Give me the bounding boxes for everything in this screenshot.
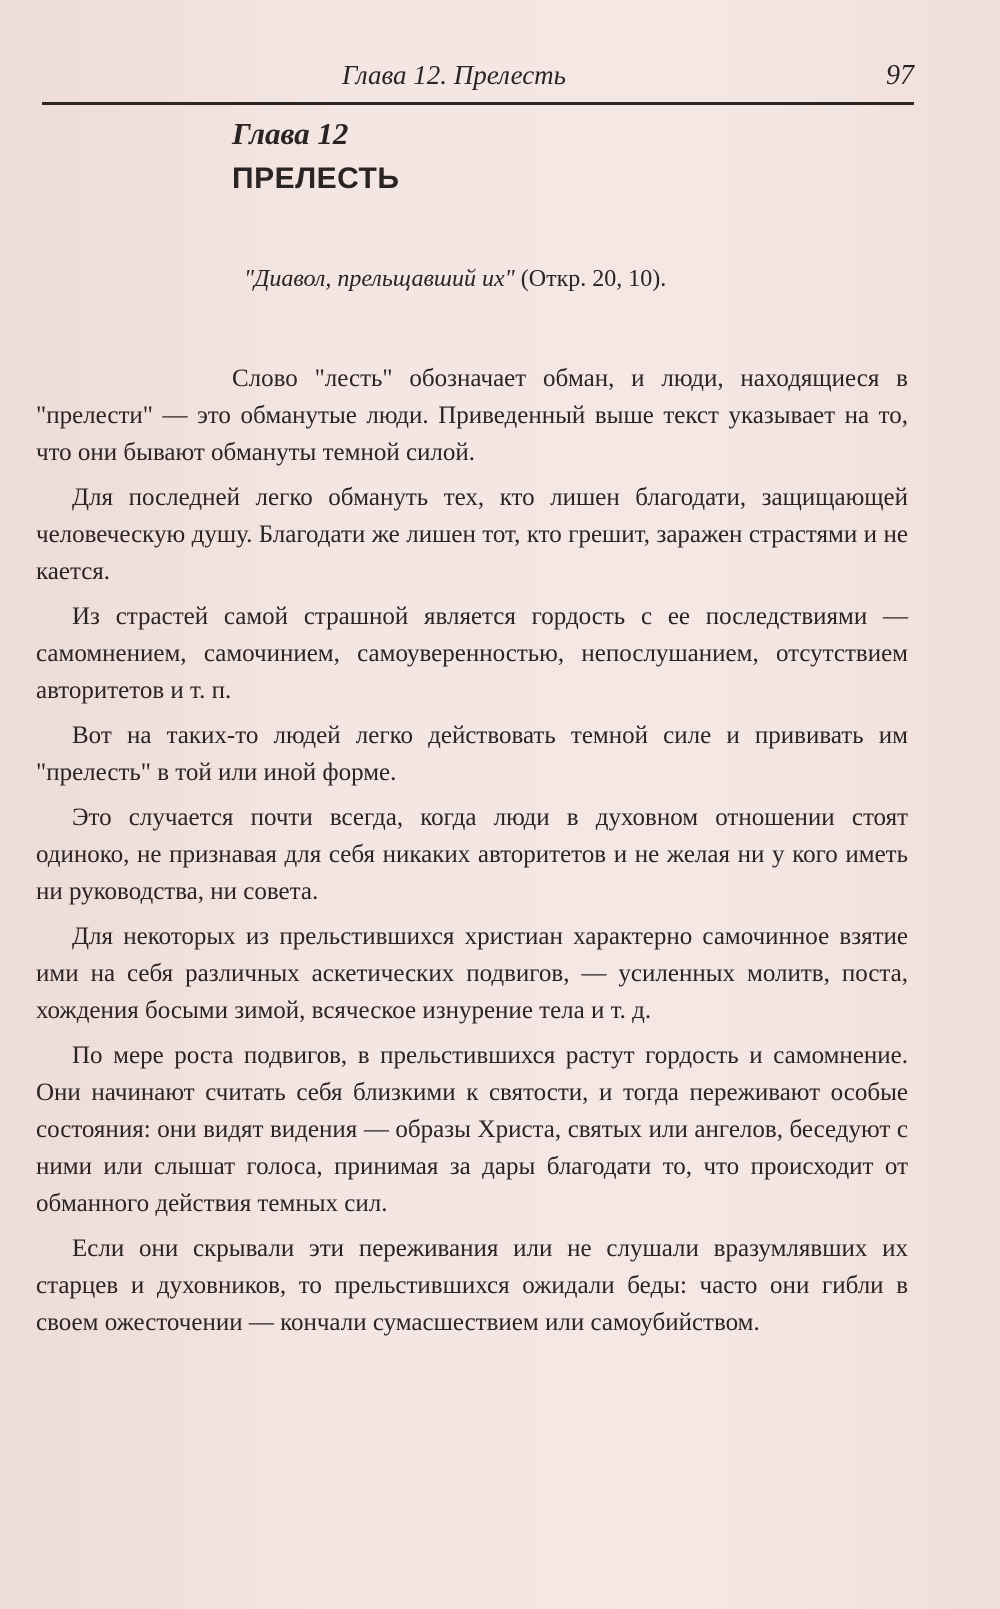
paragraph: Вот на таких-то людей легко действовать темной силе и прививать им "прелесть" в той или иной форме.	[36, 722, 908, 786]
chapter-label: Глава 12	[232, 116, 349, 151]
paragraph: По мере роста подвигов, в прельстившихся растут гордость и самомнение. Они начинают считать себя близкими к святости, и тогда переживают особые состояния: они видят видения — образы Христа, святых или ангелов, беседуют с ними или слышат голоса, принимая за дары благодати то, что происходит от обманного действия темных сил.	[36, 1042, 908, 1217]
chapter-title: ПРЕЛЕСТЬ	[232, 162, 400, 195]
running-head-title: Глава 12. Прелесть	[342, 60, 566, 90]
epigraph-reference: (Откр. 20, 10).	[520, 266, 667, 292]
paragraph: Для последней легко обмануть тех, кто лишен благодати, защищающей человеческую душу. Благодати же лишен тот, кто грешит, заражен страстями и не кается.	[36, 484, 908, 585]
running-head	[42, 56, 914, 105]
paragraph: Если они скрывали эти переживания или не слушали вразумлявших их старцев и духовников, то прельстившихся ожидали беды: часто они гибли в своем ожесточении — кончали сумасшествием или самоубийством.	[36, 1235, 908, 1336]
paragraph: Для некоторых из прельстившихся христиан характерно самочинное взятие ими на себя различных аскетических подвигов, — усиленных молитв, поста, хождения босыми зимой, всяческое изнурение тела и т. д.	[36, 923, 908, 1024]
page-number: 97	[886, 60, 914, 91]
paragraph: Из страстей самой страшной является гордость с ее последствиями — самомнением, самочинием, самоуверенностью, непослушанием, отсутствием авторитетов и т. п.	[36, 603, 908, 704]
paragraph: Слово "лесть" обозначает обман, и люди, находящиеся в "прелести" — это обманутые люди. Приведенный выше текст указывает на то, что они бывают обмануты темной силой.	[36, 365, 908, 466]
epigraph-quote: "Диавол, прельщавший их"	[244, 266, 515, 292]
paragraph: Это случается почти всегда, когда люди в духовном отношении стоят одиноко, не признавая для себя никаких авторитетов и не желая ни у кого иметь ни руководства, ни совета.	[36, 804, 908, 905]
body-text	[36, 360, 908, 1349]
epigraph	[244, 266, 666, 293]
